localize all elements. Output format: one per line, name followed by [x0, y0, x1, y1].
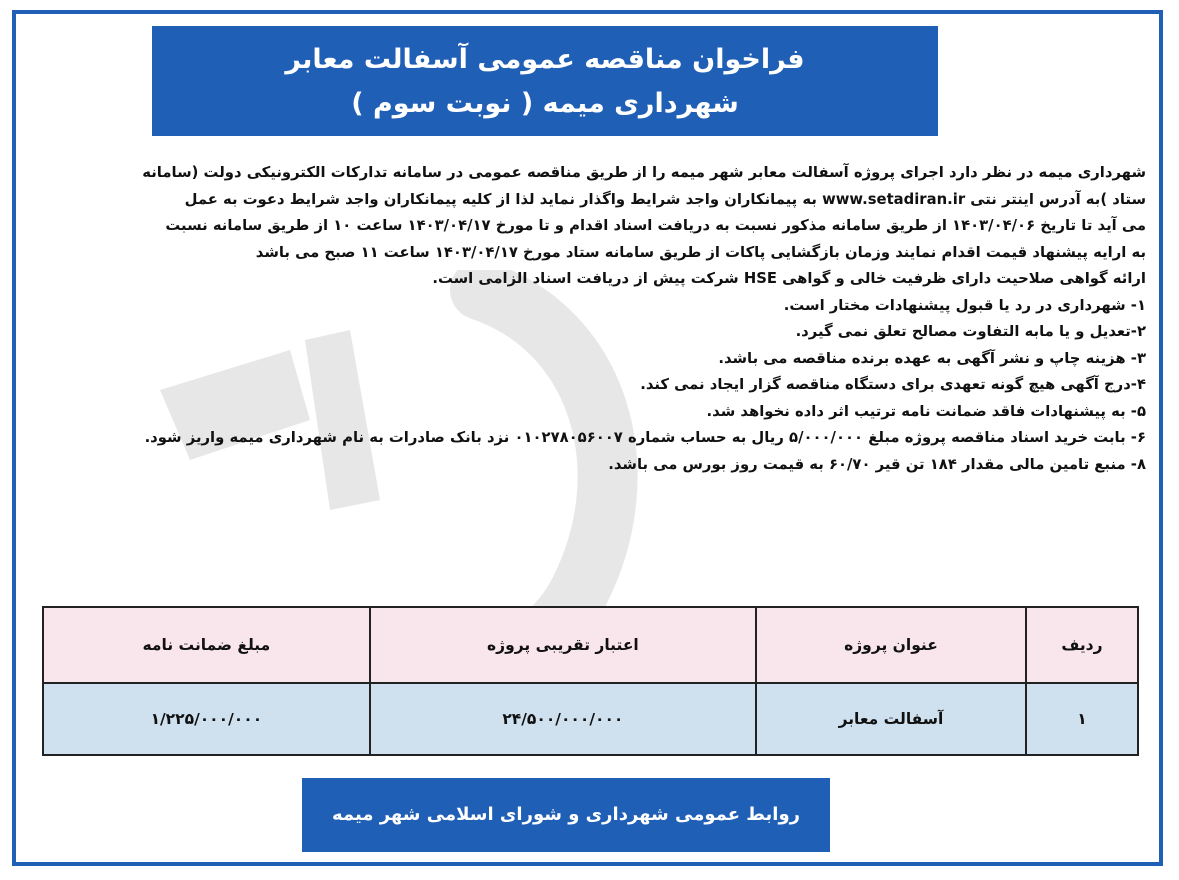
condition-item: ۲-تعدیل و یا مابه التفاوت مصالح تعلق نمی گیرد.: [795, 323, 1146, 340]
table-row: [43, 683, 1138, 755]
intro-line: ستاد )به آدرس اینتر نتی www.setadiran.ir به پیمانکاران واجد شرایط واگذار نماید لذا از کلیه پیمانکاران واجد شرایط دعوت به عمل: [184, 190, 1146, 208]
announcement-title-banner: [152, 26, 938, 136]
condition-item: ۵- به پیشنهادات فاقد ضمانت نامه ترتیب اثر داده نخواهد شد.: [706, 402, 1146, 420]
project-table: [42, 606, 1139, 756]
table-header-row: [43, 607, 1138, 683]
announcement-body: [38, 160, 1146, 478]
cell-row-number: ۱: [1026, 683, 1138, 755]
condition-item: ۳- هزینه چاپ و نشر آگهی به عهده برنده مناقصه می باشد.: [718, 349, 1146, 367]
condition-item: ۱- شهرداری در رد یا قبول پیشنهادات مختار است.: [783, 296, 1146, 314]
condition-item: ۴-درج آگهی هیچ گونه تعهدی برای دستگاه مناقصه گزار ایجاد نمی کند.: [640, 376, 1146, 393]
announcement-subtitle: شهرداری میمه ( نوبت سوم ): [351, 88, 739, 119]
column-header-guarantee-amount: مبلغ ضمانت نامه: [43, 607, 370, 683]
intro-line: شهرداری میمه در نظر دارد اجرای پروژه آسفالت معابر شهر میمه را از طریق مناقصه عمومی در سامانه تدارکات الکترونیکی دولت (سامانه: [142, 164, 1146, 181]
intro-line: ارائه گواهی صلاحیت دارای ظرفیت خالی و گواهی HSE شرکت پیش از دریافت اسناد الزامی است.: [432, 270, 1146, 287]
column-header-project-title: عنوان پروژه: [756, 607, 1026, 683]
announcement-title: فراخوان مناقصه عمومی آسفالت معابر: [285, 44, 805, 75]
intro-line: می آید تا تاریخ ۱۴۰۳/۰۴/۰۶ از طریق سامانه مذکور نسبت به دریافت اسناد اقدام و تا مورخ ۱۴۰۳/۰۴/۱۷ ساعت ۱۰ از طریق سامانه نسبت: [165, 217, 1146, 234]
intro-line: به ارایه پیشنهاد قیمت اقدام نمایند وزمان بازگشایی پاکات از طریق سامانه ستاد مورخ ۱۴۰۳/۰۴/۱۷ ساعت ۱۱ صبح می باشد: [255, 243, 1146, 261]
cell-estimated-budget: ۲۴/۵۰۰/۰۰۰/۰۰۰: [370, 683, 756, 755]
public-relations-footer: روابط عمومی شهرداری و شورای اسلامی شهر میمه: [302, 778, 830, 852]
column-header-row-number: ردیف: [1026, 607, 1138, 683]
cell-project-title: آسفالت معابر: [756, 683, 1026, 755]
column-header-estimated-budget: اعتبار تقریبی پروژه: [370, 607, 756, 683]
condition-item: ۶- بابت خرید اسناد مناقصه پروژه مبلغ ۵/۰۰۰/۰۰۰ ریال به حساب شماره ۰۱۰۲۷۸۰۵۶۰۰۷ نزد بانک صادرات به نام شهرداری میمه واریز شود.: [144, 429, 1146, 446]
condition-item: ۸- منبع تامین مالی مقدار ۱۸۴ تن قیر ۶۰/۷۰ به قیمت روز بورس می باشد.: [608, 455, 1146, 473]
cell-guarantee-amount: ۱/۲۲۵/۰۰۰/۰۰۰: [43, 683, 370, 755]
